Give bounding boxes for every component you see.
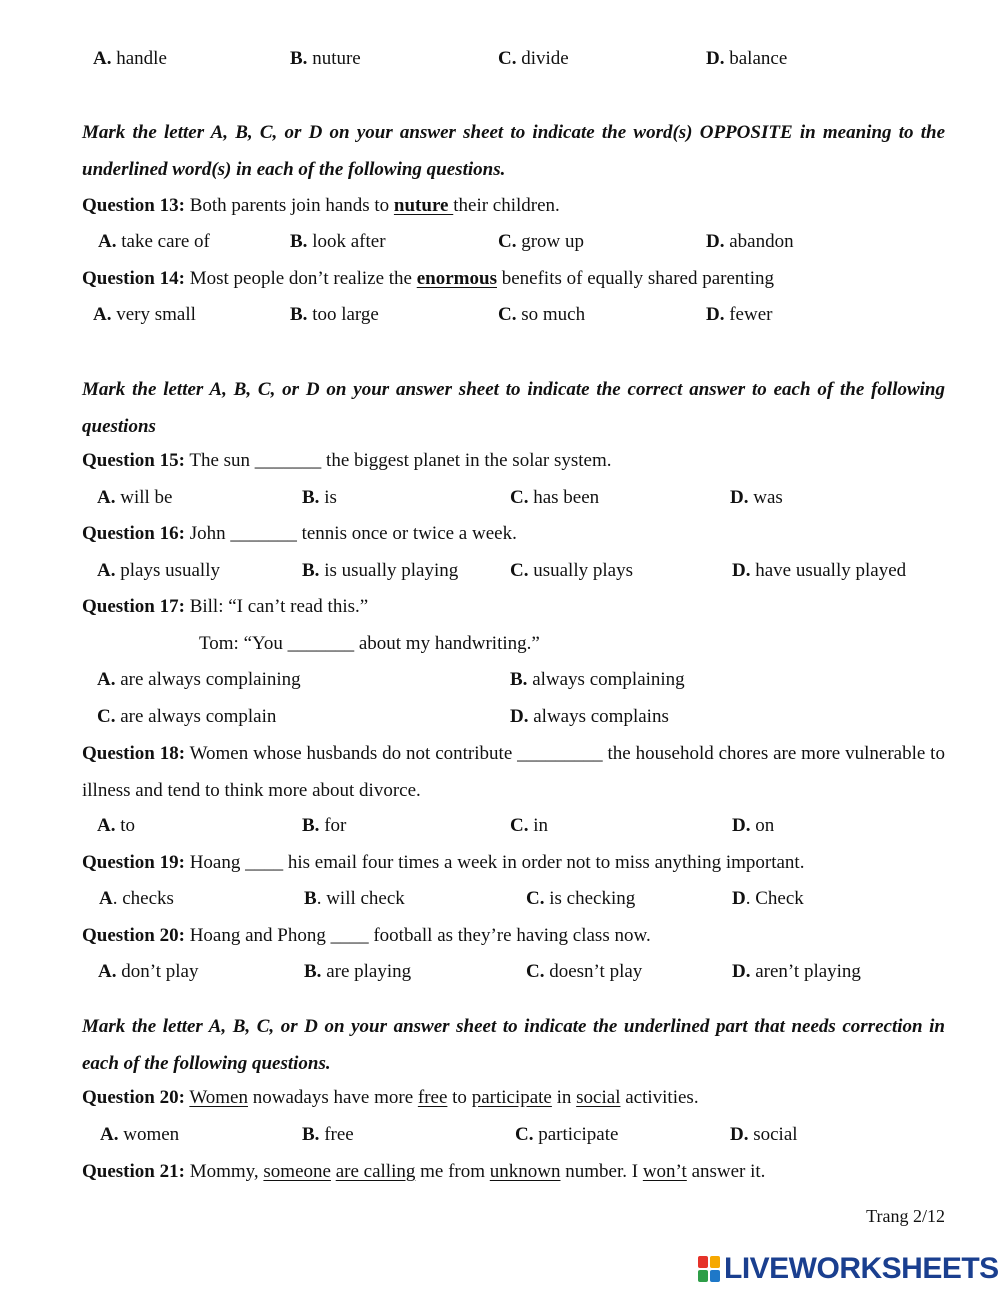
- q17-option-d[interactable]: D. always complains: [510, 706, 669, 727]
- q20a-option-b[interactable]: B. are playing: [304, 961, 412, 982]
- q16-options: [0, 556, 1000, 586]
- q18-option-b[interactable]: B. for: [302, 815, 347, 836]
- q17-stem-line2: Tom: “You _______ about my handwriting.”: [199, 633, 540, 654]
- q16-option-b[interactable]: B. is usually playing: [302, 560, 459, 581]
- q20b-option-c[interactable]: C. participate: [515, 1124, 619, 1145]
- q13-option-c[interactable]: C. grow up: [498, 231, 585, 252]
- q14-option-c[interactable]: C. so much: [498, 304, 586, 325]
- q18-option-c[interactable]: C. in: [510, 815, 549, 836]
- q20b-option-b[interactable]: B. free: [302, 1124, 354, 1145]
- q20a-stem: Question 20: Hoang and Phong ____ football as they’re having class now.: [82, 925, 651, 946]
- q20a-option-d[interactable]: D. aren’t playing: [732, 961, 861, 982]
- q15-option-d[interactable]: D. was: [730, 487, 783, 508]
- q14-option-d[interactable]: D. fewer: [706, 304, 773, 325]
- liveworksheets-logo[interactable]: [698, 1252, 999, 1286]
- section-correct-instruction: Mark the letter A, B, C, or D on your answer sheet to indicate the correct answer to each of the following questions: [82, 379, 945, 437]
- q18-option-a[interactable]: A. to: [97, 815, 136, 836]
- q12-option-d[interactable]: D. balance: [706, 48, 788, 69]
- q18-option-d[interactable]: D. on: [732, 815, 775, 836]
- q20b-option-a[interactable]: A. women: [100, 1124, 180, 1145]
- liveworksheets-logo-icon: [698, 1256, 720, 1282]
- q13-stem: Question 13: Both parents join hands to nuture their children.: [82, 195, 560, 216]
- q16-option-a[interactable]: A. plays usually: [97, 560, 220, 581]
- q18-stem: Question 18: Women whose husbands do not contribute _________ the household chores are more vulnerable to illness and tend to think more about divorce.: [82, 743, 945, 801]
- q14-stem: Question 14: Most people don’t realize the enormous benefits of equally shared parenting: [82, 268, 774, 289]
- q17-option-c[interactable]: C. are always complain: [97, 706, 277, 727]
- q20a-options: [0, 957, 1000, 987]
- q19-option-b[interactable]: B. will check: [304, 888, 405, 909]
- q17-option-b[interactable]: B. always complaining: [510, 669, 685, 690]
- section-error-instruction: Mark the letter A, B, C, or D on your answer sheet to indicate the underlined part that needs correction in each of the following questions.: [82, 1016, 945, 1074]
- q19-options: [0, 884, 1000, 914]
- q19-option-d[interactable]: D. Check: [732, 888, 804, 909]
- q21-stem: Question 21: Mommy, someone are calling me from unknown number. I won’t answer it.: [82, 1161, 766, 1182]
- q15-options: [0, 483, 1000, 513]
- q13-option-a[interactable]: A. take care of: [98, 231, 210, 252]
- q13-option-b[interactable]: B. look after: [290, 231, 386, 252]
- q14-option-b[interactable]: B. too large: [290, 304, 379, 325]
- q13-option-d[interactable]: D. abandon: [706, 231, 794, 252]
- q12-option-b[interactable]: B. nuture: [290, 48, 361, 69]
- q12-option-c[interactable]: C. divide: [498, 48, 569, 69]
- q16-option-c[interactable]: C. usually plays: [510, 560, 633, 581]
- q16-option-d[interactable]: D. have usually played: [732, 560, 907, 581]
- q20a-option-a[interactable]: A. don’t play: [98, 961, 199, 982]
- page-number: Trang 2/12: [866, 1206, 945, 1226]
- section-opposite-instruction: Mark the letter A, B, C, or D on your answer sheet to indicate the word(s) OPPOSITE in meaning to the underlined word(s) in each of the following questions.: [82, 122, 945, 180]
- q16-stem: Question 16: John _______ tennis once or twice a week.: [82, 523, 517, 544]
- q17-options-ab: [0, 665, 1000, 695]
- q13-options: [0, 227, 1000, 257]
- q14-option-a[interactable]: A. very small: [93, 304, 196, 325]
- brand-name: LIVEWORKSHEETS: [724, 1252, 999, 1285]
- q17-stem: Question 17: Bill: “I can’t read this.”: [82, 596, 369, 617]
- q15-stem: Question 15: The sun _______ the biggest planet in the solar system.: [82, 450, 612, 471]
- q15-option-a[interactable]: A. will be: [97, 487, 173, 508]
- q15-option-c[interactable]: C. has been: [510, 487, 600, 508]
- q19-stem: Question 19: Hoang ____ his email four times a week in order not to miss anything important.: [82, 852, 805, 873]
- q20a-option-c[interactable]: C. doesn’t play: [526, 961, 643, 982]
- q19-option-a[interactable]: A. checks: [99, 888, 174, 909]
- q19-option-c[interactable]: C. is checking: [526, 888, 636, 909]
- q12-options: [0, 44, 1000, 74]
- q17-options-cd: [0, 702, 1000, 732]
- q20b-stem: Question 20: Women nowadays have more free to participate in social activities.: [82, 1087, 699, 1108]
- q20b-option-d[interactable]: D. social: [730, 1124, 798, 1145]
- q12-option-a[interactable]: A. handle: [93, 48, 167, 69]
- q14-options: [0, 300, 1000, 330]
- q20b-options: [0, 1120, 1000, 1150]
- q15-option-b[interactable]: B. is: [302, 487, 337, 508]
- q17-option-a[interactable]: A. are always complaining: [97, 669, 301, 690]
- q18-options: [0, 811, 1000, 841]
